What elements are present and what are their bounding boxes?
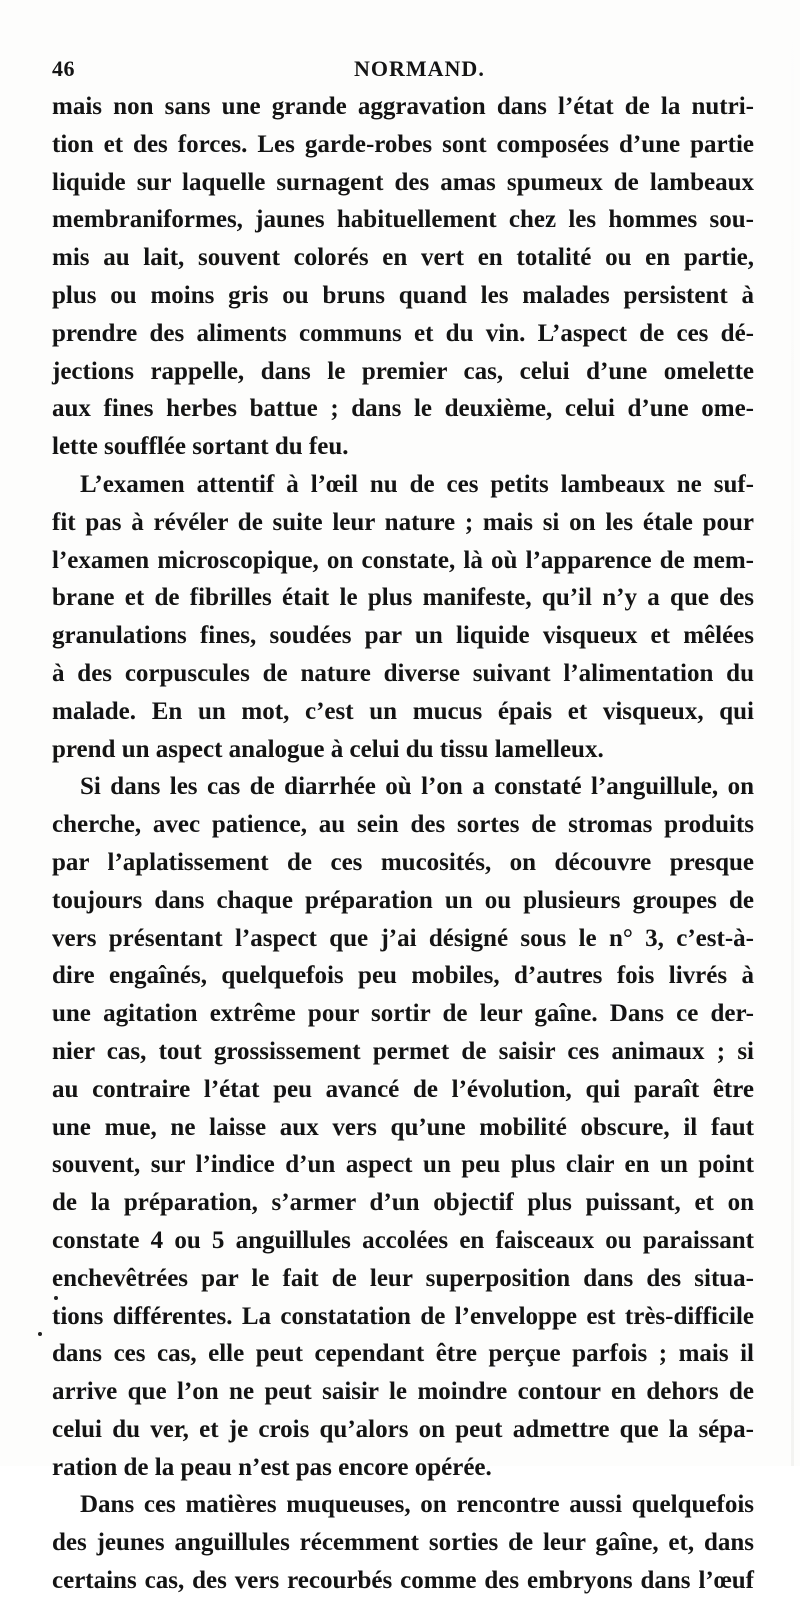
text-line: plus ou moins gris ou bruns quand les malades persistent à xyxy=(52,281,754,309)
text-line: aux fines herbes battue ; dans le deuxième, celui d’une ome- xyxy=(52,395,754,423)
running-header xyxy=(52,56,752,90)
paragraph xyxy=(52,466,754,768)
text-line: dire engaînés, quelquefois peu mobiles, d’autres fois livrés à xyxy=(52,962,754,990)
text-line: prend un aspect analogue à celui du tissu lamelleux. xyxy=(52,735,604,763)
text-line: liquide sur laquelle surnagent des amas spumeux de lambeaux xyxy=(52,168,754,196)
text-line: dans ces cas, elle peut cependant être perçue parfois ; mais il xyxy=(52,1340,754,1368)
text-line: fit pas à révéler de suite leur nature ; mais si on les étale pour xyxy=(52,508,754,536)
text-line: Dans ces matières muqueuses, on rencontre aussi quelquefois xyxy=(80,1491,754,1519)
margin-dot xyxy=(38,1332,42,1336)
text-line: cherche, avec patience, au sein des sortes de stromas produits xyxy=(52,811,754,839)
paragraph xyxy=(52,88,754,466)
text-line: à des corpuscules de nature diverse suivant l’alimentation du xyxy=(52,659,754,687)
text-line: nier cas, tout grossissement permet de saisir ces animaux ; si xyxy=(52,1037,754,1065)
text-line: constate 4 ou 5 anguillules accolées en faisceaux ou paraissant xyxy=(52,1226,754,1254)
text-line: certains cas, des vers recourbés comme des embryons dans l’œuf xyxy=(52,1567,754,1595)
text-line: L’examen attentif à l’œil nu de ces petits lambeaux ne suf- xyxy=(80,470,754,498)
text-line: toujours dans chaque préparation un ou plusieurs groupes de xyxy=(52,886,754,914)
text-line: granulations fines, soudées par un liquide visqueux et mêlées xyxy=(52,622,754,650)
text-line: arrive que l’on ne peut saisir le moindre contour en dehors de xyxy=(52,1378,754,1406)
text-line: celui du ver, et je crois qu’alors on peut admettre que la sépa- xyxy=(52,1415,754,1443)
text-line: de la préparation, s’armer d’un objectif plus puissant, et on xyxy=(52,1189,754,1217)
paragraph xyxy=(52,768,754,1486)
text-line: tion et des forces. Les garde-robes sont composées d’une partie xyxy=(52,130,754,158)
text-line: une mue, ne laisse aux vers qu’une mobilité obscure, il faut xyxy=(52,1113,754,1141)
text-line: tions différentes. La constatation de l’enveloppe est très-difficile xyxy=(52,1302,754,1330)
text-line: mis au lait, souvent colorés en vert en totalité ou en partie, xyxy=(52,244,754,272)
body-text xyxy=(52,88,754,1600)
text-line: enchevêtrées par le fait de leur superposition dans des situa- xyxy=(52,1264,754,1292)
text-line: jections rappelle, dans le premier cas, celui d’une omelette xyxy=(52,357,754,385)
page-number: 46 xyxy=(52,56,75,81)
text-line: au contraire l’état peu avancé de l’évolution, qui paraît être xyxy=(52,1075,754,1103)
running-title: NORMAND. xyxy=(354,56,485,81)
text-line: souvent, sur l’indice d’un aspect un peu plus clair en un point xyxy=(52,1151,754,1179)
text-line: des jeunes anguillules récemment sorties de leur gaîne, et, dans xyxy=(52,1529,754,1557)
text-line: brane et de fibrilles était le plus manifeste, qu’il n’y a que des xyxy=(52,584,754,612)
text-line: malade. En un mot, c’est un mucus épais et visqueux, qui xyxy=(52,697,754,725)
text-line: prendre des aliments communs et du vin. L’aspect de ces dé- xyxy=(52,319,754,347)
text-line: mais non sans une grande aggravation dans l’état de la nutri- xyxy=(52,93,754,120)
text-line: vers présentant l’aspect que j’ai désigné sous le n° 3, c’est-à- xyxy=(52,924,754,952)
text-line: lette soufflée sortant du feu. xyxy=(52,433,349,461)
text-line: l’examen microscopique, on constate, là où l’apparence de mem- xyxy=(52,546,754,574)
paragraph xyxy=(52,1486,754,1599)
page-edge-shadow xyxy=(791,0,794,1466)
text-line: membraniformes, jaunes habituellement chez les hommes sou- xyxy=(52,206,754,234)
text-line: une agitation extrême pour sortir de leur gaîne. Dans ce der- xyxy=(52,1000,754,1028)
text-line: Si dans les cas de diarrhée où l’on a constaté l’anguillule, on xyxy=(80,773,754,801)
text-line: par l’aplatissement de ces mucosités, on découvre presque xyxy=(52,848,754,876)
text-line: ration de la peau n’est pas encore opérée. xyxy=(52,1453,492,1481)
